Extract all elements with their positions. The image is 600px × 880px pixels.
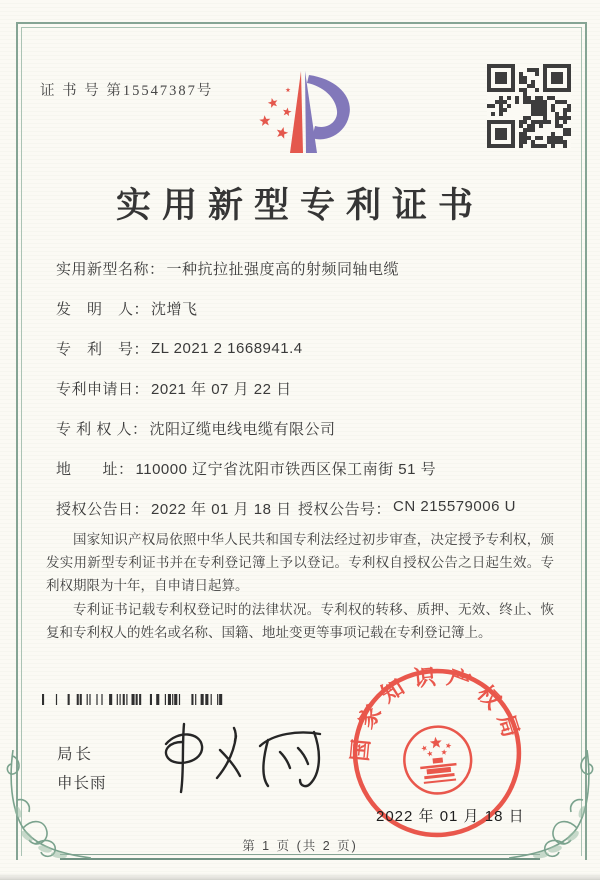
certificate-number: 证 书 号 第15547387号 <box>40 83 214 99</box>
grant-date-label: 授权公告日： <box>56 500 150 518</box>
legal-paragraph-1: 国家知识产权局依照中华人民共和国专利法经过初步审查，决定授予专利权，颁发实用新型专利证书并在专利登记簿上予以登记。专利权自授权公告之日起生效。专利权期限为十年，自申请日起算。 <box>46 532 554 594</box>
photo-edge-shadow <box>0 873 600 880</box>
field-value: ZL 2021 2 1668941.4 <box>151 339 303 357</box>
field-filing-date <box>56 368 564 408</box>
field-value: 110000 辽宁省沈阳市铁西区保工南街 51 号 <box>135 460 437 478</box>
field-label: 地 址： <box>56 460 134 478</box>
field-label: 发 明 人： <box>56 300 150 318</box>
signature-icon <box>148 716 338 801</box>
page-number: 第 1 页 (共 2 页) <box>242 839 358 853</box>
field-utility-model-name <box>56 248 564 288</box>
grant-number-label: 授权公告号： <box>298 500 392 518</box>
field-grant-row <box>56 488 564 528</box>
field-value: 沈阳辽缆电线电缆有限公司 <box>149 420 336 438</box>
signer-title: 局长 <box>57 746 95 763</box>
seal-date: 2022 年 01 月 18 日 <box>376 808 525 825</box>
field-label: 专 利 权 人： <box>56 420 148 438</box>
field-address <box>56 448 564 488</box>
signer-name: 申长雨 <box>57 775 107 792</box>
field-label: 专利申请日： <box>56 380 150 398</box>
bottom-rule <box>60 854 540 860</box>
field-inventor <box>56 288 564 328</box>
fields-block <box>56 248 564 528</box>
field-patent-number <box>56 328 564 368</box>
legal-text-block <box>46 528 554 644</box>
grant-number-group <box>298 498 516 519</box>
field-patentee <box>56 408 564 448</box>
barcode-icon <box>42 694 228 705</box>
legal-paragraph-2: 专利证书记载专利权登记时的法律状况。专利权的转移、质押、无效、终止、恢复和专利权人的姓名或名称、国籍、地址变更等事项记载在专利登记簿上。 <box>46 601 554 640</box>
floral-corner-ornament-icon <box>3 750 91 862</box>
grant-number-value: CN 215579006 U <box>393 497 516 515</box>
grant-date-value: 2022 年 01 月 18 日 <box>151 500 292 518</box>
logo-red-wedge <box>290 71 303 153</box>
svg-text:国家知识产权局: 国家知识产权局 <box>347 663 527 763</box>
field-label: 专 利 号： <box>56 340 150 358</box>
certificate-title: 实用新型专利证书 <box>115 186 484 225</box>
qr-code-icon <box>487 64 571 148</box>
field-value: 沈增飞 <box>151 300 198 318</box>
field-label: 实用新型名称： <box>56 260 165 278</box>
cnipa-logo-icon <box>237 60 363 168</box>
field-value: 一种抗拉扯强度高的射频同轴电缆 <box>166 260 400 278</box>
field-value: 2021 年 07 月 22 日 <box>151 380 292 398</box>
